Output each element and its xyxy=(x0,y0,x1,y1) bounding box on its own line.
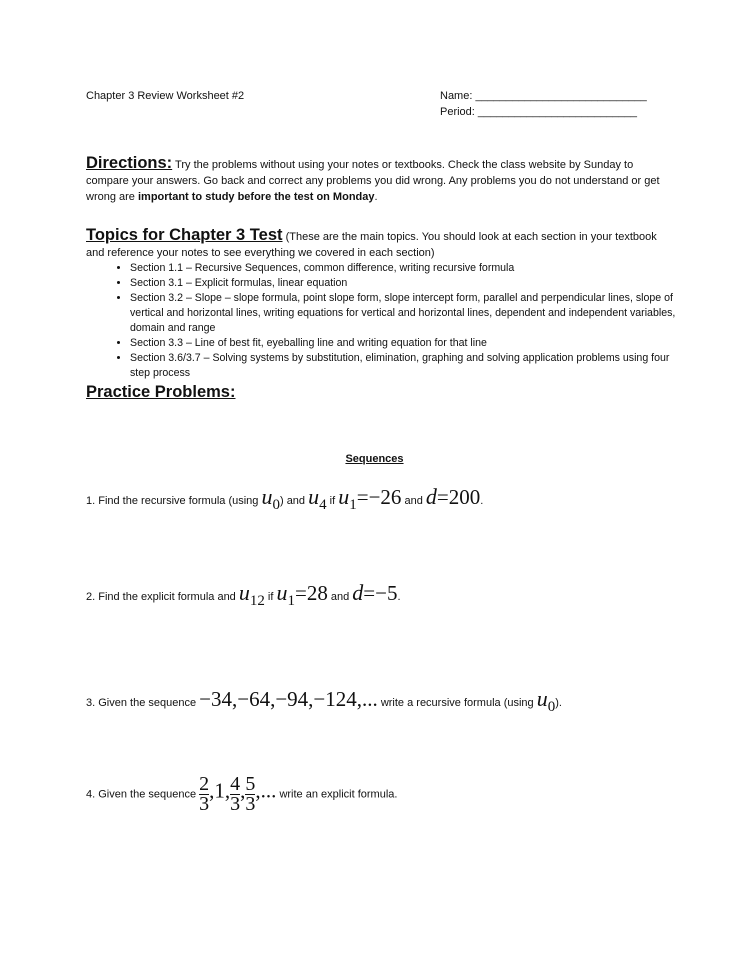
sub: 1 xyxy=(287,593,295,609)
sub: 12 xyxy=(249,593,265,609)
q2-text: 2. Find the explicit formula and xyxy=(86,591,239,603)
q1-text: if xyxy=(326,495,339,507)
sub: 0 xyxy=(547,699,556,715)
var-u: u xyxy=(536,686,548,711)
directions-end: . xyxy=(374,191,378,203)
q3-text: ). xyxy=(555,697,562,709)
topic-item: • Section 3.6/3.7 – Solving systems by substitution, elimination, graphing and solving application problems using four step process xyxy=(130,351,676,381)
name-field: Name: ____________________________ xyxy=(440,90,647,102)
q3-text: write a recursive formula (using xyxy=(377,697,537,709)
topic-item: • Section 3.1 – Explicit formulas, linear equation xyxy=(130,276,676,291)
sequence-part: , xyxy=(240,778,246,803)
q4-text: 4. Given the sequence xyxy=(86,788,200,801)
q2-text: . xyxy=(397,591,401,603)
numerator: 4 xyxy=(230,773,241,795)
sub: 1 xyxy=(349,497,357,513)
denominator: 3 xyxy=(230,793,241,815)
question-2 xyxy=(86,580,401,610)
equation: =200 xyxy=(436,485,481,509)
topic-item: • Section 1.1 – Recursive Sequences, common difference, writing recursive formula xyxy=(130,261,676,276)
q2-text: if xyxy=(264,591,277,603)
q2-text: and xyxy=(327,591,353,603)
q3-text: 3. Given the sequence xyxy=(86,697,200,709)
var-u: u xyxy=(338,484,350,509)
practice-heading: Practice Problems: xyxy=(86,383,236,401)
fraction xyxy=(199,775,209,814)
var-u: u xyxy=(276,580,288,605)
topic-item: • Section 3.2 – Slope – slope formula, point slope form, slope intercept form, parallel and perpendicular lines, slope of vertical and horizontal lines, writing equations for vertical and horizontal lines, dependent and independent variables, domain and range xyxy=(130,291,676,336)
sub: 4 xyxy=(319,497,327,513)
equation: =−5 xyxy=(363,581,398,605)
topics-list xyxy=(86,261,676,381)
question-4 xyxy=(86,775,397,814)
topics xyxy=(86,227,676,381)
sequence-part: ,... xyxy=(255,778,277,803)
sequence-part: ,1, xyxy=(209,778,231,803)
period-field: Period: __________________________ xyxy=(440,106,637,118)
denominator: 3 xyxy=(245,793,256,815)
q1-text: and xyxy=(401,495,426,507)
question-3 xyxy=(86,686,562,716)
q1-text: 1. Find the recursive formula (using xyxy=(86,495,262,507)
var-u: u xyxy=(261,484,273,509)
topics-heading: Topics for Chapter 3 Test xyxy=(86,226,283,244)
directions xyxy=(86,155,676,205)
q4-text: write an explicit formula. xyxy=(276,788,398,801)
section-sequences: Sequences xyxy=(345,453,404,465)
worksheet-title: Chapter 3 Review Worksheet #2 xyxy=(86,90,245,102)
var-u: u xyxy=(308,484,320,509)
equation: =28 xyxy=(294,581,328,605)
directions-text: Try the problems without using your notes or textbooks. Check the class website by Sunday to compare your answers. Go back and correct any problems you did wrong. Any problems you do not understand or get wrong are xyxy=(86,159,660,203)
fraction xyxy=(245,775,255,814)
numerator: 2 xyxy=(199,773,210,795)
q1-text: ) and xyxy=(279,495,309,507)
q1-text: . xyxy=(480,495,484,507)
fraction xyxy=(230,775,240,814)
var-d: d xyxy=(352,580,364,605)
topic-item: • Section 3.3 – Line of best fit, eyeballing line and writing equation for that line xyxy=(130,336,676,351)
var-u: u xyxy=(238,580,250,605)
question-1 xyxy=(86,484,483,514)
sub: 0 xyxy=(272,497,280,513)
var-d: d xyxy=(425,484,437,509)
numerator: 5 xyxy=(245,773,256,795)
denominator: 3 xyxy=(199,793,210,815)
equation: =−26 xyxy=(356,485,402,509)
sequence: −34,−64,−94,−124,... xyxy=(199,687,378,711)
directions-bold: important to study before the test on Monday xyxy=(137,191,375,203)
topics-intro: (These are the main topics. You should look at each section in your textbook and reference your notes to see everything we covered in each section) xyxy=(86,231,657,259)
directions-heading: Directions: xyxy=(86,154,173,172)
